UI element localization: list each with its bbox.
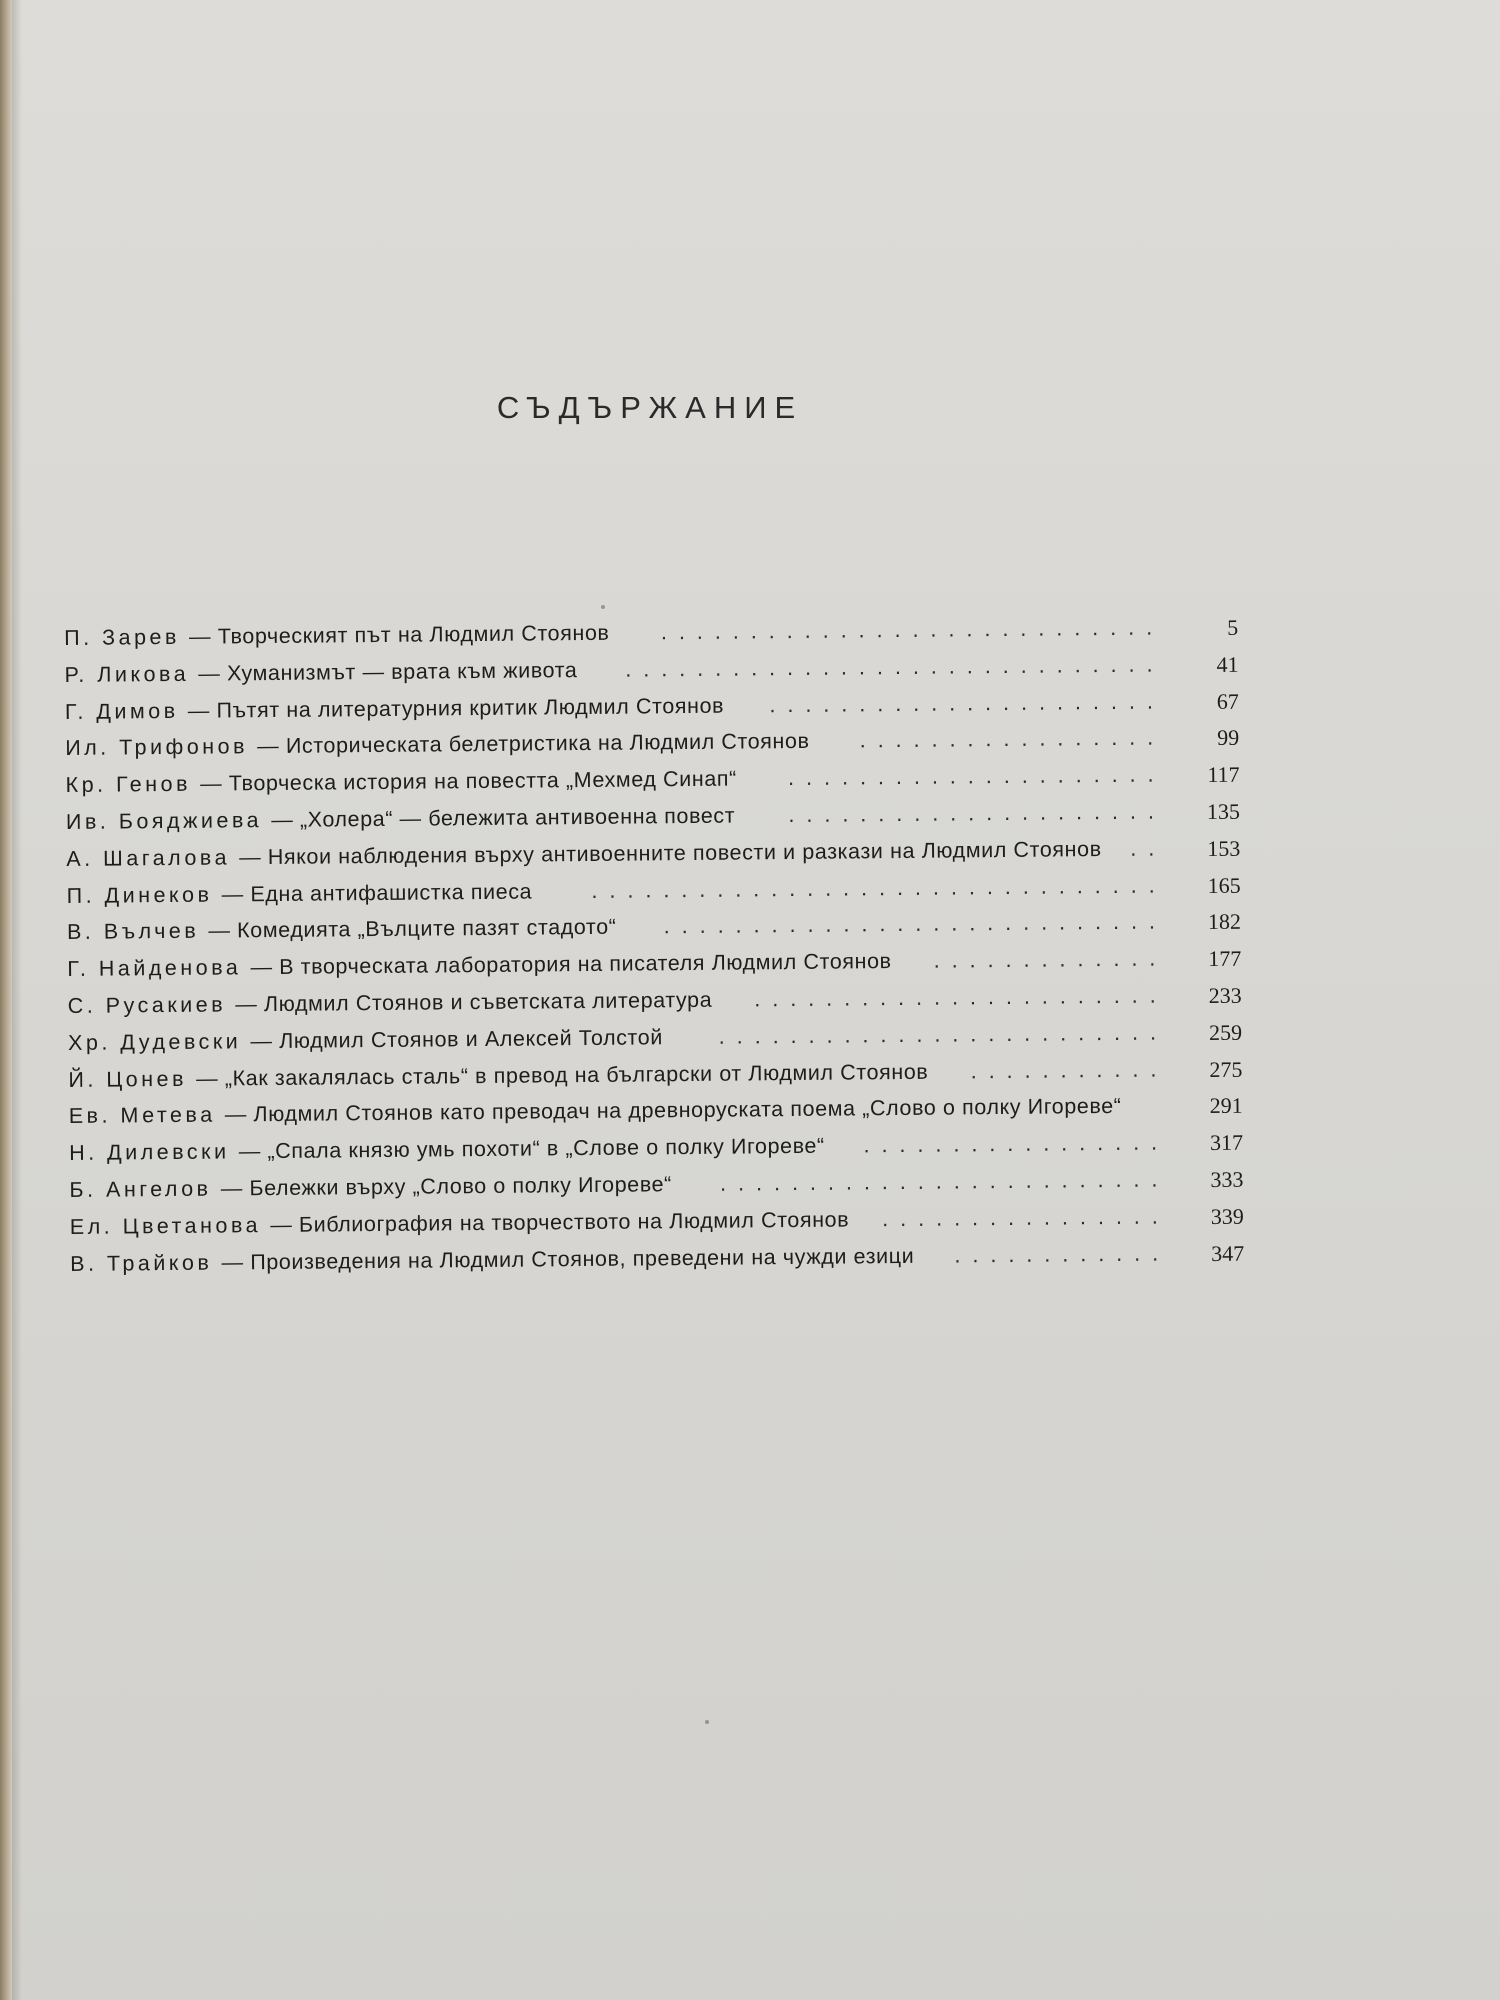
toc-author: Ел. Цветанова xyxy=(69,1212,262,1239)
toc-title: — Хуманизмът — врата към живота xyxy=(198,657,578,686)
toc-page-number: 67 xyxy=(1216,688,1239,714)
toc-author: Г. Найденова xyxy=(67,955,242,982)
toc-page-number: 153 xyxy=(1207,835,1241,861)
dot-leader: ........... xyxy=(970,1056,1169,1083)
toc-title: — „Спала князю умь похоти“ в „Слове о полку Игореве“ xyxy=(238,1133,825,1164)
toc-page-number: 339 xyxy=(1210,1203,1244,1229)
toc-page-number: 347 xyxy=(1211,1240,1245,1266)
dot-leader: ......................... xyxy=(720,1167,1170,1196)
toc-author: Кр. Генов xyxy=(65,771,192,798)
table-of-contents xyxy=(64,606,1271,1317)
binding-edge xyxy=(0,0,12,2000)
toc-author: Хр. Дудевски xyxy=(67,1029,242,1055)
toc-title: — Людмил Стоянов като преводач на древноруската поема „Слово о полку Игореве“ xyxy=(224,1094,1122,1127)
toc-page-number: 333 xyxy=(1210,1166,1244,1192)
toc-author: Г. Димов xyxy=(64,698,179,724)
toc-author: В. Трайков xyxy=(70,1250,213,1276)
dot-leader: ............................ xyxy=(660,615,1165,645)
toc-title: — Някои наблюдения върху антивоенните повести и разкази на Людмил Стоянов xyxy=(239,836,1102,870)
binding-shadow xyxy=(12,0,22,2000)
toc-page-number: 41 xyxy=(1216,651,1239,677)
dot-leader: ............. xyxy=(933,946,1168,973)
toc-title: — „Как закалялась сталь“ в превод на български от Людмил Стоянов xyxy=(196,1059,929,1091)
toc-title: — В творческата лаборатория на писателя Людмил Стоянов xyxy=(250,949,892,980)
toc-page-number: 317 xyxy=(1209,1129,1244,1156)
dot-leader: ..................... xyxy=(788,799,1167,828)
toc-title: — Творческият път на Людмил Стоянов xyxy=(188,620,610,649)
toc-author: Н. Дилевски xyxy=(69,1139,230,1166)
dot-leader: ............ xyxy=(954,1240,1171,1268)
toc-author: Ил. Трифонов xyxy=(65,734,249,761)
toc-author: Й. Цонев xyxy=(68,1066,188,1092)
toc-page-number: 182 xyxy=(1207,909,1242,935)
dot-leader: .............................. xyxy=(625,652,1165,682)
dot-leader: ...................... xyxy=(769,689,1165,717)
toc-page-number: 259 xyxy=(1208,1019,1243,1045)
paper-speck xyxy=(601,605,605,609)
toc-page-number: 117 xyxy=(1207,761,1240,788)
toc-title: — Една антифашистка пиеса xyxy=(221,879,533,907)
toc-author: А. Шагалова xyxy=(66,845,231,871)
toc-page-number: 233 xyxy=(1208,982,1242,1008)
dot-leader: ................ xyxy=(882,1204,1170,1231)
toc-page-number: 291 xyxy=(1209,1093,1243,1119)
toc-title: — Людмил Стоянов и Алексей Толстой xyxy=(250,1025,663,1053)
toc-title: — „Холера“ — бележита антивоенна повест xyxy=(271,803,736,833)
toc-author: Р. Ликова xyxy=(64,661,190,687)
toc-title: — Пътят на литературния критик Людмил Стоянов xyxy=(187,693,725,723)
toc-author: С. Русакиев xyxy=(67,992,227,1018)
toc-title: — Бележки върху „Слово о полку Игореве“ xyxy=(220,1172,672,1201)
toc-page-number: 275 xyxy=(1209,1056,1243,1082)
toc-title: — Произведения на Людмил Стоянов, преведени на чужди езици xyxy=(221,1243,915,1275)
paper-speck xyxy=(705,1720,709,1724)
toc-author: П. Зарев xyxy=(64,624,180,650)
toc-author: В. Вълчев xyxy=(66,919,200,945)
toc-author: Б. Ангелов xyxy=(69,1176,212,1202)
dot-leader: ......................... xyxy=(718,1020,1169,1049)
toc-page-number: 99 xyxy=(1217,725,1240,751)
dot-leader: ................. xyxy=(859,725,1166,753)
toc-title: — Людмил Стоянов и съветската литература xyxy=(235,987,713,1017)
toc-title: — Творческа история на повестта „Мехмед Синап“ xyxy=(200,766,737,796)
toc-title: — Комедията „Вълците пазят стадото“ xyxy=(208,915,617,944)
contents-heading: СЪДЪРЖАНИЕ xyxy=(496,390,804,425)
toc-page-number: 165 xyxy=(1207,872,1241,898)
toc-author: П. Динеков xyxy=(66,882,213,908)
toc-page-number: 177 xyxy=(1208,945,1242,972)
dot-leader: .. xyxy=(1130,836,1167,861)
toc-author: Ив. Бояджиева xyxy=(65,808,263,834)
dot-leader: ..................... xyxy=(788,762,1166,791)
dot-leader: ................................ xyxy=(591,873,1167,903)
toc-page-number: 5 xyxy=(1227,614,1239,640)
dot-leader: ....................... xyxy=(754,983,1168,1012)
toc-title: — Историческата белетристика на Людмил Стоянов xyxy=(257,729,810,759)
dot-leader: ............................ xyxy=(663,909,1168,939)
dot-leader: ................. xyxy=(863,1130,1170,1158)
toc-page-number: 135 xyxy=(1206,798,1241,825)
toc-author: Ев. Метева xyxy=(68,1102,216,1129)
toc-title: — Библиография на творчеството на Людмил Стоянов xyxy=(270,1207,850,1237)
